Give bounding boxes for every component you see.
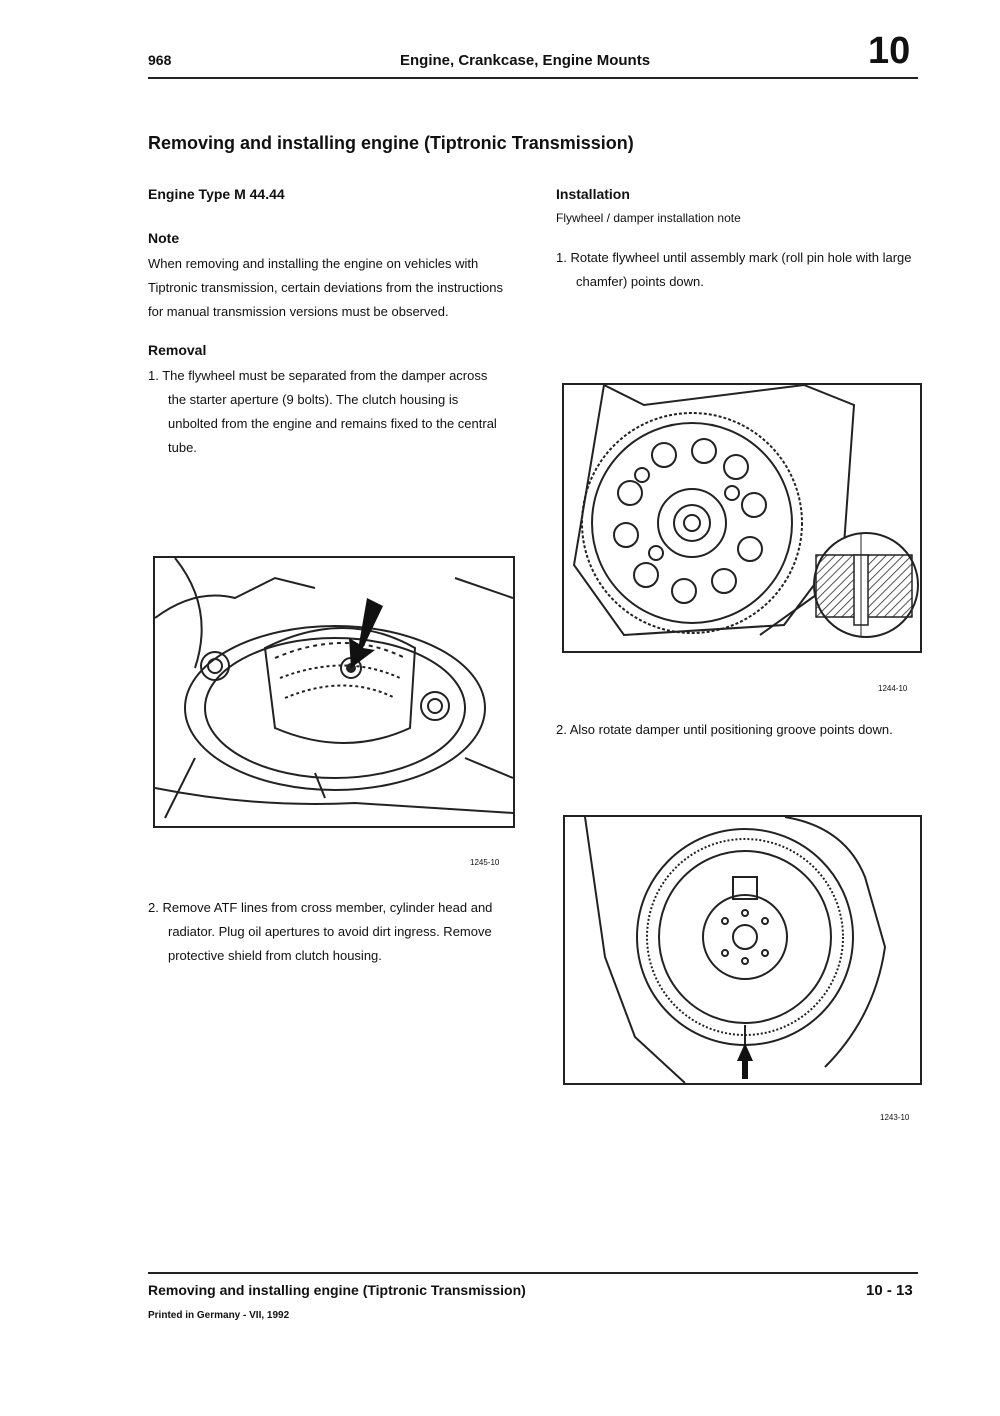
header-section-title: Engine, Crankcase, Engine Mounts [400,52,651,69]
header-rule [148,77,918,79]
removal-step-1: 1. The flywheel must be separated from the damper across the starter aperture (9 bolts). The clutch housing is unbolted from the engine and remains fixed to the central tube. [148,368,497,455]
removal-heading: Removal [148,342,207,358]
note-text: When removing and installing the engine on vehicles with Tiptronic transmission, certain deviations from the instructions for manual transmission versions must be observed. [148,256,503,319]
installation-step-2: 2. Also rotate damper until positioning groove points down. [556,722,893,737]
figure-flywheel-starter-aperture [153,556,515,828]
header-model: 968 [148,52,172,68]
figure-3-number: 1243-10 [880,1113,910,1122]
left-column [148,186,508,460]
damper-groove-drawing [565,817,920,1083]
installation-heading: Installation [556,186,630,202]
right-column [556,186,918,294]
removal-step-2: 2. Remove ATF lines from cross member, cylinder head and radiator. Plug oil apertures to avoid dirt ingress. Remove protective shield from clutch housing. [148,900,493,963]
footer-rule [148,1272,918,1274]
installation-step-1: 1. Rotate flywheel until assembly mark (roll pin hole with large chamfer) points down. [556,250,912,289]
left-column-lower [148,896,508,968]
figure-flywheel-assembly-mark [562,383,922,653]
footer-printed: Printed in Germany - VII, 1992 [148,1310,290,1321]
page-title: Removing and installing engine (Tiptronic Transmission) [148,133,634,153]
right-column-mid [556,718,918,742]
flywheel-assembly-mark-drawing [564,385,920,651]
note-heading: Note [148,230,180,246]
header-section-number: 10 [868,30,911,72]
flywheel-aperture-drawing [155,558,513,826]
footer-page-number: 10 - 13 [866,1282,913,1299]
footer-title: Removing and installing engine (Tiptronic Transmission) [148,1282,526,1298]
installation-note: Flywheel / damper installation note [556,211,741,225]
figure-damper-positioning-groove [563,815,922,1085]
engine-type-heading: Engine Type M 44.44 [148,186,285,202]
figure-1-number: 1245-10 [470,858,500,867]
figure-2-number: 1244-10 [878,684,908,693]
